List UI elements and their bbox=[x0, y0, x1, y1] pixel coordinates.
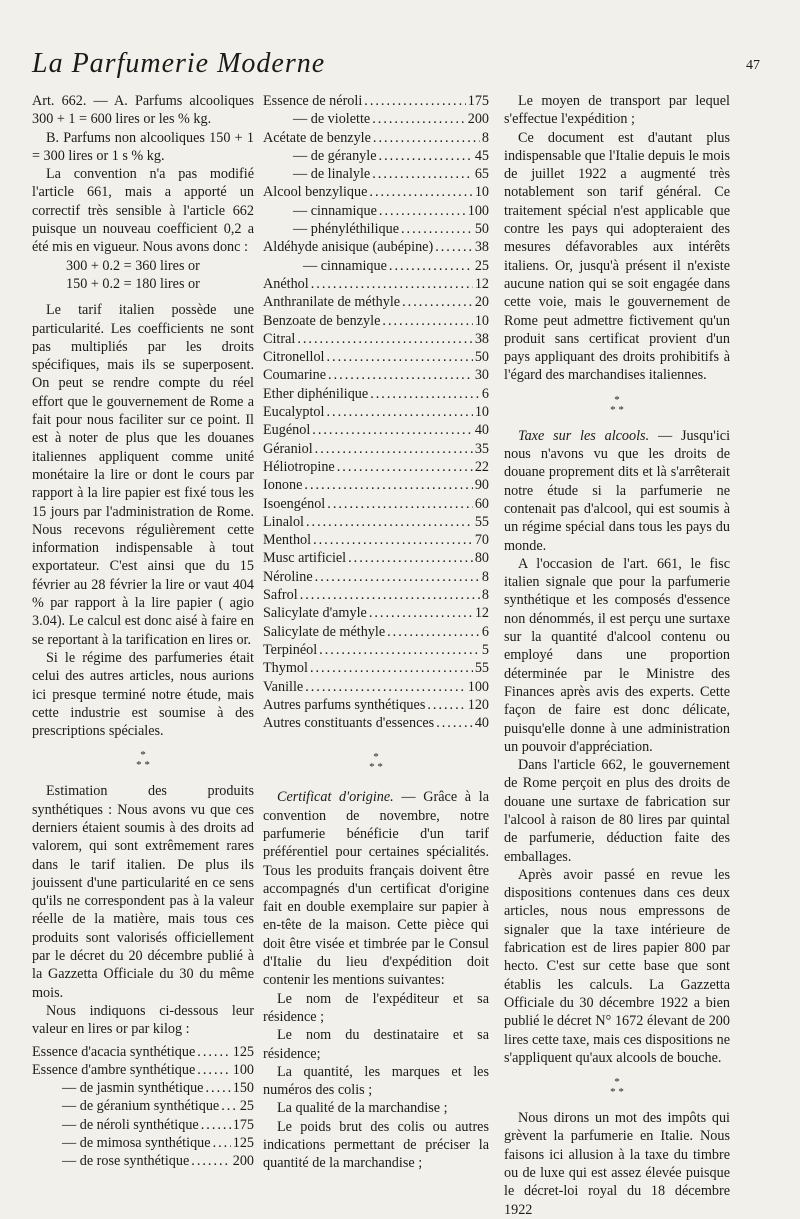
product-name: Musc artificiel bbox=[263, 550, 347, 567]
table-row bbox=[263, 110, 489, 128]
leader-dots bbox=[213, 1134, 231, 1152]
product-value: 125 bbox=[232, 1043, 254, 1060]
product-value: 55 bbox=[474, 660, 489, 677]
table-row bbox=[263, 330, 489, 348]
column-right bbox=[504, 92, 730, 1219]
column-middle bbox=[263, 92, 489, 1173]
table-row bbox=[32, 1043, 254, 1061]
product-value: 125 bbox=[232, 1135, 254, 1152]
product-name: Alcool benzylique bbox=[263, 184, 368, 201]
leader-dots bbox=[436, 714, 473, 732]
product-value: 100 bbox=[467, 202, 489, 219]
product-value: 50 bbox=[474, 221, 489, 238]
table-row bbox=[263, 641, 489, 659]
product-name: Néroline bbox=[263, 568, 313, 585]
product-name: Acétate de benzyle bbox=[263, 129, 371, 146]
table-row bbox=[263, 257, 489, 275]
product-name: Citral bbox=[263, 330, 296, 347]
leader-dots bbox=[379, 147, 473, 165]
leader-dots bbox=[304, 476, 472, 494]
product-value: 5 bbox=[481, 641, 489, 658]
certificat-title: Certificat d'origine. bbox=[277, 789, 394, 806]
table-row bbox=[263, 659, 489, 677]
dispositions-paragraph: Après avoir passé en revue les dispositions contenues dans ces deux articles, nous nous empressons de signaler que la taxe intérieure de fabrication est de lires papier 800 par hecto. C'est sur cette base que sont établis les calculs. La Gazzetta Officiale du 30 décembre 1922 a bien publié le décret N° 1672 élevant de 200 lires cette taxe, mais ces dispositions ne s'appliquent qu'aux alcools de bouche. bbox=[504, 866, 730, 1066]
table-row bbox=[263, 696, 489, 714]
product-value: 6 bbox=[481, 385, 489, 402]
table-row bbox=[32, 1116, 254, 1134]
art-661-paragraph: A l'occasion de l'art. 661, le fisc italien signale que pour la parfumerie synthétique et les composés d'essence non dénommés, il est perçu une surtaxe sur la quantité d'alcool contenu ou employé dans une proportion déterminée par le Ministre des Finances après avis des experts. Cette façon de faire est donc délicate, puisqu'elle donne à une administration un pouvoir d'appréciation. bbox=[504, 555, 730, 755]
leader-dots bbox=[379, 202, 466, 220]
product-name: Eucalyptol bbox=[263, 404, 325, 421]
product-name: Essence d'acacia synthétique bbox=[32, 1043, 196, 1060]
leader-dots bbox=[370, 385, 480, 403]
product-value: 22 bbox=[474, 458, 489, 475]
product-name: Géraniol bbox=[263, 440, 313, 457]
equation-1: 300 + 0.2 = 360 lires or bbox=[66, 257, 200, 274]
product-value: 200 bbox=[232, 1153, 254, 1170]
product-value: 40 bbox=[474, 422, 489, 439]
product-name: Safrol bbox=[263, 587, 298, 604]
section-separator: * * * bbox=[610, 393, 624, 416]
product-name: Anéthol bbox=[263, 275, 309, 292]
taxe-title: Taxe sur les alcools. bbox=[518, 427, 650, 444]
leader-dots bbox=[221, 1097, 238, 1115]
table-row bbox=[263, 568, 489, 586]
table-row bbox=[263, 604, 489, 622]
table-row bbox=[263, 678, 489, 696]
product-name: — de mimosa synthétique bbox=[62, 1135, 211, 1152]
product-value: 8 bbox=[481, 129, 489, 146]
section-separator: * * * bbox=[136, 749, 150, 772]
leader-dots bbox=[297, 330, 473, 348]
product-value: 150 bbox=[232, 1080, 254, 1097]
table-row bbox=[263, 92, 489, 110]
leader-dots bbox=[364, 92, 465, 110]
product-name: Autres parfums synthétiques bbox=[263, 696, 426, 713]
product-name: Aldéhyde anisique (aubépine) bbox=[263, 239, 434, 256]
product-name: — de géranyle bbox=[293, 147, 377, 164]
leader-dots bbox=[305, 678, 466, 696]
leader-dots bbox=[315, 568, 480, 586]
table-row bbox=[263, 348, 489, 366]
leader-dots bbox=[205, 1079, 230, 1097]
product-value: 25 bbox=[474, 257, 489, 274]
leader-dots bbox=[401, 220, 473, 238]
table-row bbox=[263, 440, 489, 458]
table-row bbox=[32, 1061, 254, 1079]
valeur-intro: Nous indiquons ci-dessous leur valeur en lires or par kilog : bbox=[32, 1002, 254, 1038]
product-name: — de linalyle bbox=[293, 166, 371, 183]
product-name: — cinnamique bbox=[293, 202, 377, 219]
product-name: Coumarine bbox=[263, 367, 327, 384]
table-row bbox=[263, 714, 489, 732]
product-name: Benzoate de benzyle bbox=[263, 312, 381, 329]
product-name: — cinnamique bbox=[303, 257, 387, 274]
product-name: Menthol bbox=[263, 532, 312, 549]
section-separator: * * * bbox=[369, 751, 383, 774]
product-name: Héliotropine bbox=[263, 458, 335, 475]
table-row bbox=[263, 586, 489, 604]
product-value: 120 bbox=[467, 696, 489, 713]
product-name: — phényléthilique bbox=[293, 221, 399, 238]
table-row bbox=[263, 495, 489, 513]
product-value: 12 bbox=[474, 275, 489, 292]
table-row bbox=[263, 183, 489, 201]
product-name: Thymol bbox=[263, 660, 308, 677]
transport-paragraph: Le moyen de transport par lequel s'effectue l'expédition ; bbox=[504, 93, 730, 128]
product-value: 8 bbox=[481, 568, 489, 585]
product-value: 80 bbox=[474, 550, 489, 567]
product-values-table bbox=[263, 92, 489, 732]
leader-dots bbox=[372, 110, 465, 128]
leader-dots bbox=[197, 1043, 230, 1061]
table-row bbox=[32, 1152, 254, 1170]
table-row bbox=[263, 147, 489, 165]
tarif-italien-paragraph: Le tarif italien possède une particularité. Les coefficients ne sont pas multipliés par les droits spécifiques, mais ils se superposent. On peut se rendre compte du réel effort que le gouvernement de Rome a fait pour nous faciliter sur ce point. Il est à noter de plus que les douanes italiennes appliquent comme unité monétaire la lire or dont le cours par rapport à la lire papier est fixé tous les 15 jours par l'administration de Rome. Nous recevons régulièrement cette information indispensable à tout exportateur. C'est ainsi que du 15 février au 28 février la lire or vaut 404 % par rapport à la lire papier ( agio 3.04). Le calcul est donc aisé à faire en se reportant à la tarification en lires or. bbox=[32, 302, 254, 648]
table-row bbox=[263, 366, 489, 384]
article-662-b: B. Parfums non alcooliques 150 + 1 = 300 lires or 1 s % kg. bbox=[32, 129, 254, 164]
product-value: 8 bbox=[481, 587, 489, 604]
product-value: 175 bbox=[467, 93, 489, 109]
synthetic-values-table bbox=[32, 1043, 254, 1171]
product-value: 60 bbox=[474, 495, 489, 512]
leader-dots bbox=[312, 421, 473, 439]
product-name: Citronellol bbox=[263, 349, 325, 366]
leader-dots bbox=[315, 440, 473, 458]
convention-paragraph: La convention n'a pas modifié l'article 661, mais a apporté un correctif très sensible à l'article 662 puisque un nouveau coefficient 0,2 a été mis en vigueur. Nous avons donc : bbox=[32, 166, 254, 256]
table-row bbox=[263, 312, 489, 330]
article-662-a: Art. 662. — A. Parfums alcooliques 300 + 1 = 600 lires or les % kg. bbox=[32, 93, 254, 128]
leader-dots bbox=[348, 549, 473, 567]
table-row bbox=[263, 623, 489, 641]
table-row bbox=[263, 165, 489, 183]
mention-destinataire: Le nom du destinataire et sa résidence; bbox=[263, 1027, 489, 1062]
table-row bbox=[263, 385, 489, 403]
product-name: Eugénol bbox=[263, 422, 311, 439]
product-name: Autres constituants d'essences bbox=[263, 715, 435, 732]
product-value: 6 bbox=[481, 623, 489, 640]
column-left bbox=[32, 92, 254, 1171]
product-value: 55 bbox=[474, 513, 489, 530]
product-name: — de violette bbox=[293, 111, 371, 128]
table-row bbox=[263, 403, 489, 421]
section-separator: * * * bbox=[610, 1076, 624, 1099]
product-name: Ionone bbox=[263, 477, 303, 494]
product-value: 10 bbox=[474, 404, 489, 421]
page-number: 47 bbox=[746, 58, 760, 73]
leader-dots bbox=[327, 495, 473, 513]
leader-dots bbox=[319, 641, 480, 659]
product-value: 65 bbox=[474, 166, 489, 183]
table-row bbox=[263, 513, 489, 531]
product-name: — de rose synthétique bbox=[62, 1153, 190, 1170]
leader-dots bbox=[369, 604, 473, 622]
product-value: 30 bbox=[474, 367, 489, 384]
product-value: 100 bbox=[232, 1061, 254, 1078]
equation-2: 150 + 0.2 = 180 lires or bbox=[66, 275, 200, 292]
leader-dots bbox=[311, 275, 473, 293]
document-paragraph: Ce document est d'autant plus indispensable que l'Italie depuis le mois de juillet 1922 a augmenté très notablement son tarif général. Ce traitement spécial n'est applicable que contre les pays qui adopteraient des mesures défavorables aux intérêts italiens. Or, jusqu'à présent il n'existe aucune nation qui se soit engagée dans cette voie, mais le gouvernement de Rome peut admettre fictivement qu'un produit sans certificat provient d'un pays appliquant des droits prohibitifs à l'égard des marchandises italiennes. bbox=[504, 129, 730, 384]
table-row bbox=[263, 531, 489, 549]
product-value: 70 bbox=[474, 532, 489, 549]
product-value: 50 bbox=[474, 349, 489, 366]
product-value: 90 bbox=[474, 477, 489, 494]
mention-quantite: La quantité, les marques et les numéros des colis ; bbox=[263, 1063, 489, 1099]
mention-expediteur: Le nom de l'expéditeur et sa résidence ; bbox=[263, 990, 489, 1025]
product-name: Anthranilate de méthyle bbox=[263, 294, 401, 311]
table-row bbox=[32, 1097, 254, 1115]
product-name: Salicylate d'amyle bbox=[263, 605, 367, 622]
product-value: 40 bbox=[474, 715, 489, 732]
leader-dots bbox=[435, 238, 473, 256]
taxe-alcools-paragraph: Taxe sur les alcools. — Jusqu'ici nous n'avons vu que les droits de douane proprement dits et là s'arrêterait notre étude si la parfumerie ne contenait pas d'alcool, qui est soumis à un régime spécial dans tous les pays du monde. bbox=[504, 427, 731, 554]
leader-dots bbox=[373, 129, 480, 147]
product-name: Salicylate de méthyle bbox=[263, 623, 386, 640]
product-value: 38 bbox=[474, 239, 489, 256]
product-name: Essence de néroli bbox=[263, 93, 363, 109]
table-row bbox=[263, 129, 489, 147]
table-row bbox=[263, 220, 489, 238]
product-name: Isoengénol bbox=[263, 495, 326, 512]
product-name: Terpinéol bbox=[263, 641, 318, 658]
certificat-paragraph: Certificat d'origine. — Grâce à la convention de novembre, notre parfumerie bénéficie d'un tarif préférentiel pour certaines spécialités. Tous les produits français doivent être accompagnés d'un certificat d'origine fait en double exemplaire sur papier à en-tête de la maison. Cette pièce qui doit être visée et timbrée par le Consul d'Italie du lieu d'expédition doit contenir les mentions suivantes: bbox=[263, 789, 489, 989]
product-value: 45 bbox=[474, 147, 489, 164]
table-row bbox=[263, 458, 489, 476]
table-row bbox=[263, 275, 489, 293]
leader-dots bbox=[372, 165, 473, 183]
table-row bbox=[263, 421, 489, 439]
leader-dots bbox=[337, 458, 473, 476]
table-row bbox=[32, 1134, 254, 1152]
table-row bbox=[263, 238, 489, 256]
table-row bbox=[263, 293, 489, 311]
product-value: 200 bbox=[467, 111, 489, 128]
leader-dots bbox=[402, 293, 473, 311]
product-value: 12 bbox=[474, 605, 489, 622]
table-row bbox=[263, 202, 489, 220]
mention-qualite: La qualité de la marchandise ; bbox=[277, 1100, 448, 1117]
product-name: Linalol bbox=[263, 513, 304, 530]
leader-dots bbox=[328, 366, 473, 384]
product-name: Vanille bbox=[263, 678, 304, 695]
leader-dots bbox=[201, 1116, 231, 1134]
leader-dots bbox=[369, 183, 472, 201]
table-row bbox=[263, 476, 489, 494]
leader-dots bbox=[389, 257, 473, 275]
leader-dots bbox=[326, 403, 472, 421]
leader-dots bbox=[427, 696, 465, 714]
leader-dots bbox=[326, 348, 472, 366]
table-row bbox=[32, 1079, 254, 1097]
leader-dots bbox=[382, 312, 472, 330]
product-value: 10 bbox=[474, 312, 489, 329]
estimation-paragraph: Estimation des produits synthétiques : Nous avons vu que ces derniers étaient soumis à des droits ad valorem, qui sont extrêmement rares dans le tarif italien. De plus ils jouissent d'une particularité en ce sens qu'ils ne correspondent pas à la valeur réelle de la matière, mais tous ces produits sont valorisés officiellement par le décret du 20 décembre publié à la Gazzetta Officiale du 30 du même mois. bbox=[32, 783, 254, 1001]
leader-dots bbox=[197, 1061, 230, 1079]
product-value: 10 bbox=[474, 184, 489, 201]
mention-poids: Le poids brut des colis ou autres indications permettant de préciser la quantité de la marchandise ; bbox=[263, 1118, 489, 1172]
product-value: 175 bbox=[232, 1116, 254, 1133]
leader-dots bbox=[313, 531, 473, 549]
product-name: Ether diphénilique bbox=[263, 385, 369, 402]
leader-dots bbox=[191, 1152, 230, 1170]
product-name: Essence d'ambre synthétique bbox=[32, 1061, 196, 1078]
product-value: 20 bbox=[474, 294, 489, 311]
product-value: 38 bbox=[474, 330, 489, 347]
journal-title: La Parfumerie Moderne bbox=[32, 48, 326, 79]
impots-paragraph: Nous dirons un mot des impôts qui grèvent la parfumerie en Italie. Nous faisons ici allusion à la taxe du timbre ou de luxe qui est assez élevée puisque le décret-loi royal du 18 décembre 1922 bbox=[504, 1110, 730, 1218]
leader-dots bbox=[306, 513, 473, 531]
product-value: 25 bbox=[239, 1098, 254, 1115]
table-row bbox=[263, 549, 489, 567]
art-662-paragraph: Dans l'article 662, le gouvernement de Rome perçoit en plus des droits de douane une surtaxe de fabrication sur l'alcool à raison de 80 lires par quintal de parfumerie, déduction faite des emballages. bbox=[504, 757, 730, 865]
product-name: — de néroli synthétique bbox=[62, 1116, 199, 1133]
product-name: — de géranium synthétique bbox=[62, 1098, 220, 1115]
leader-dots bbox=[300, 586, 480, 604]
leader-dots bbox=[387, 623, 480, 641]
product-value: 35 bbox=[474, 440, 489, 457]
leader-dots bbox=[310, 659, 473, 677]
product-value: 100 bbox=[467, 678, 489, 695]
product-name: — de jasmin synthétique bbox=[62, 1080, 204, 1097]
regime-paragraph: Si le régime des parfumeries était celui des autres articles, nous aurions ici presque terminé notre étude, mais cette industrie est soumise à des prescriptions spéciales. bbox=[32, 649, 254, 740]
page-header bbox=[30, 44, 770, 84]
